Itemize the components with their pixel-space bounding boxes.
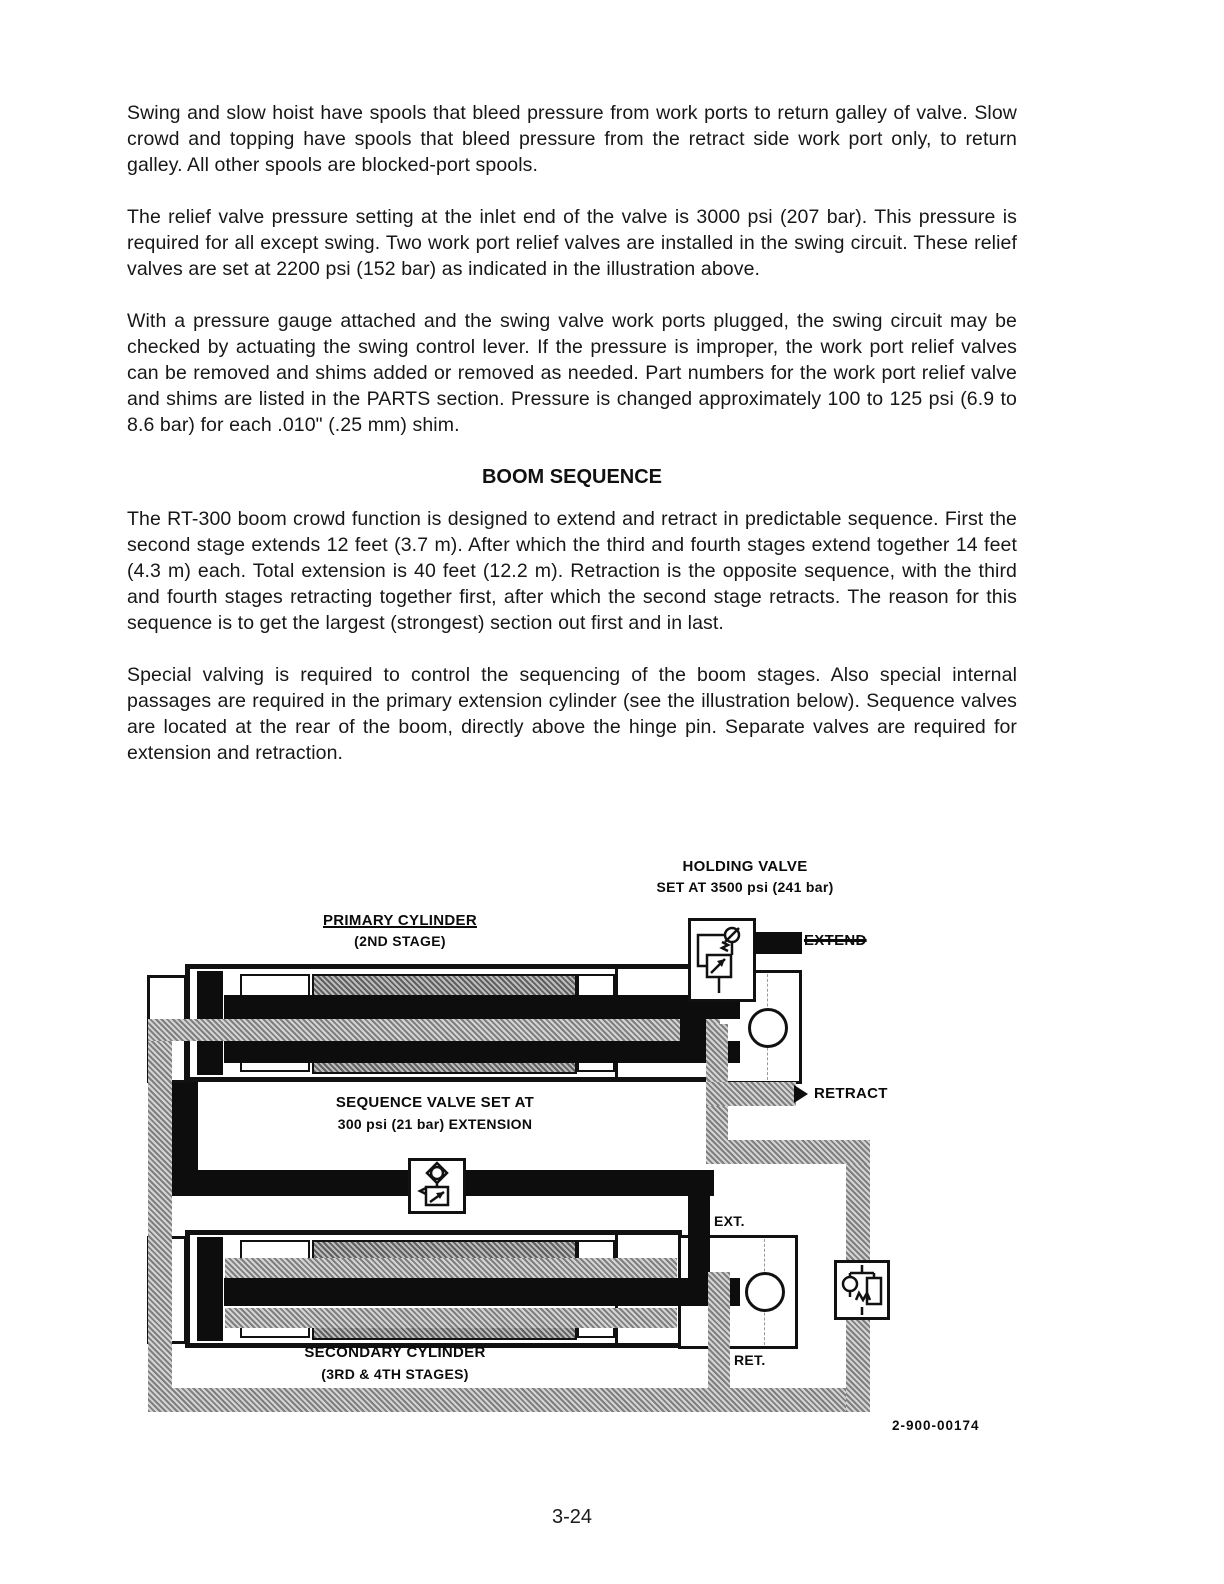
primary-rod-retract-core — [148, 1019, 720, 1041]
sequence-valve-box — [408, 1158, 466, 1214]
retract-line-bottom-horizontal — [148, 1388, 870, 1412]
hinge-pin-circle-upper — [748, 1008, 788, 1048]
ret-port-label: RET. — [734, 1352, 766, 1368]
secondary-rod-extend-core — [224, 1278, 740, 1306]
retract-line-valve-symbol-icon — [837, 1263, 887, 1317]
secondary-rod-retract-band-bottom — [225, 1308, 677, 1328]
secondary-cylinder-label-line1: SECONDARY CYLINDER — [304, 1344, 486, 1361]
holding-valve-box — [688, 918, 756, 1002]
holding-valve-label-line1: HOLDING VALVE — [682, 858, 808, 875]
sequence-valve-label-line1: SEQUENCE VALVE SET AT — [335, 1094, 535, 1111]
retract-label: RETRACT — [814, 1085, 888, 1102]
paragraph-special-valving: Special valving is required to control the sequencing of the boom stages. Also special internal passages are required in the primary extension cylinder (see the illustration below). Sequence valves are located at the rear of the boom, directly above the hinge pin. Separate valves are required for extension and retraction. — [127, 664, 1017, 764]
section-heading-boom-sequence: BOOM SEQUENCE — [481, 466, 663, 488]
primary-cylinder-label-line2: (2ND STAGE) — [354, 933, 446, 949]
boom-sequence-hydraulic-diagram — [140, 852, 1100, 1462]
primary-rod-extend-band-bottom — [224, 1041, 740, 1063]
holding-valve-to-rod-connector — [680, 998, 706, 1060]
paragraph-boom-crowd: The RT-300 boom crowd function is designed to extend and retract in predictable sequence. First the second stage extends 12 feet (3.7 m). After which the third and fourth stages extend together 14 feet (4.3 m) each. Total extension is 40 feet (12.2 m). Retraction is the opposite sequence, with the third and fourth stages retracting together first, after which the second stage retracts. The reason for this sequence is to get the largest (strongest) section out first and in last. — [127, 508, 1017, 634]
retract-line-valve-box — [834, 1260, 890, 1320]
retract-line-ret-port — [708, 1272, 730, 1412]
secondary-cylinder-label-line2: (3RD & 4TH STAGES) — [321, 1366, 469, 1382]
sequence-valve-symbol-icon — [411, 1161, 463, 1211]
body-text-column — [127, 100, 1017, 792]
secondary-rod-retract-band-top — [225, 1258, 677, 1278]
paragraph-pressure-gauge: With a pressure gauge attached and the swing valve work ports plugged, the swing circuit may be checked by actuating the swing control lever. If the pressure is improper, the work port relief valves can be removed and shims added or removed as needed. Part numbers for the work port relief valve and shims are listed in the PARTS section. Pressure is changed approximately 100 to 125 psi (6.9 to 8.6 bar) for each .010" (.25 mm) shim. — [127, 310, 1017, 436]
secondary-cylinder-piston — [197, 1237, 223, 1341]
primary-rod-extend-band-top — [224, 995, 740, 1019]
ext-port-label: EXT. — [714, 1213, 745, 1229]
holding-valve-symbol-icon — [691, 921, 753, 999]
primary-cylinder-label-line1: PRIMARY CYLINDER — [323, 912, 477, 929]
paragraph-spools: Swing and slow hoist have spools that bleed pressure from work ports to return galley of valve. Slow crowd and topping have spools that bleed pressure from the retract side work port only, to return galley. All other spools are blocked-port spools. — [127, 102, 1017, 176]
retract-line-upper-horizontal — [706, 1140, 870, 1164]
paragraph-relief-valve: The relief valve pressure setting at the inlet end of the valve is 3000 psi (207 bar). This pressure is required for all except swing. Two work port relief valves are installed in the swing circuit. These relief valves are set at 2200 psi (152 bar) as indicated in the illustration above. — [127, 206, 1017, 280]
retract-arrowhead — [794, 1085, 808, 1103]
retract-line-left-vertical — [148, 1030, 172, 1412]
holding-valve-label-line2: SET AT 3500 psi (241 bar) — [656, 879, 834, 895]
sequence-valve-label-line2: 300 psi (21 bar) EXTENSION — [337, 1116, 533, 1132]
retract-port-line — [706, 1082, 796, 1106]
extend-label: EXTEND — [804, 932, 867, 949]
hinge-pin-circle-lower — [745, 1272, 785, 1312]
extend-port-line — [754, 932, 802, 954]
figure-number: 2-900-00174 — [892, 1418, 980, 1433]
page-number: 3-24 — [551, 1506, 593, 1528]
